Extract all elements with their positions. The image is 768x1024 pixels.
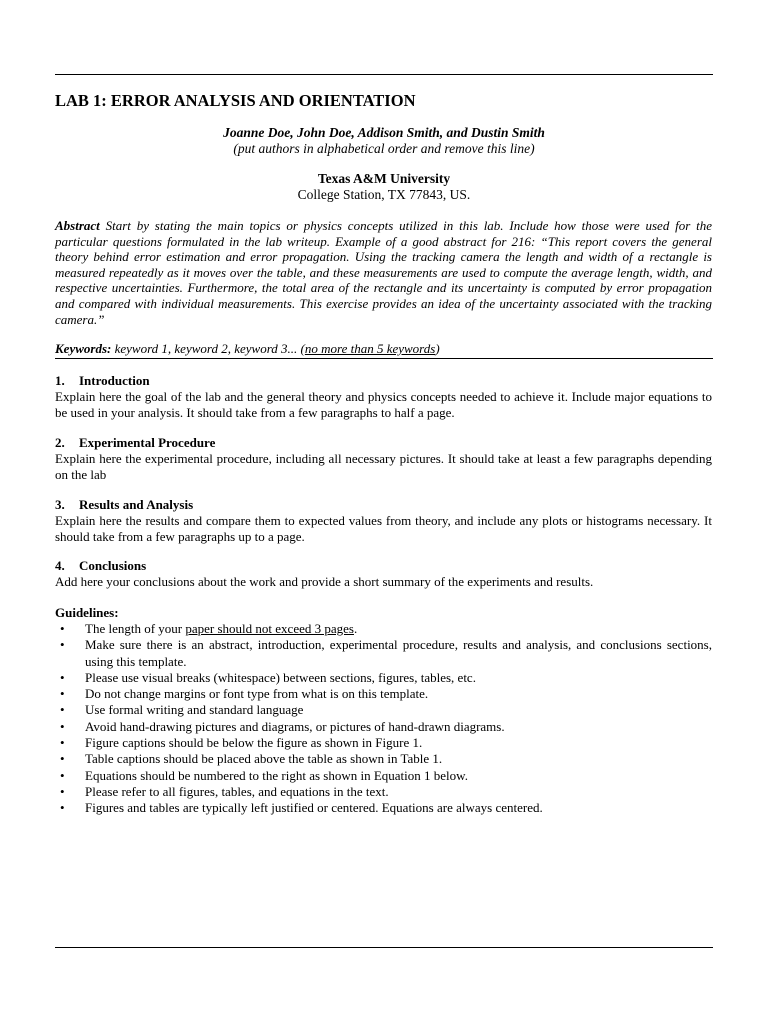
bullet-icon: • [60,686,65,702]
abstract-rule [55,358,713,359]
section-title: Conclusions [79,558,147,573]
guideline-text: Please use visual breaks (whitespace) between sections, figures, tables, etc. [85,669,476,685]
section-number: 1. [55,373,65,388]
bullet-icon: • [60,702,65,718]
guideline-text: Figures and tables are typically left justified or centered. Equations are always centered. [85,800,543,816]
authors-line: Joanne Doe, John Doe, Addison Smith, and Dustin Smith [223,125,545,140]
section-body-results: Explain here the results and compare them to expected values from theory, and include any plots or histograms necessary. It should take from a few paragraphs up to a page. [55,513,712,544]
keywords-limit: no more than 5 keywords [304,341,436,356]
list-item [55,637,712,670]
bullet-icon: • [60,783,65,799]
guideline-text: Use formal writing and standard language [85,702,304,718]
list-item [55,751,712,767]
bullet-icon: • [60,621,65,636]
section-number: 3. [55,497,65,512]
list-item [55,621,712,637]
guideline-text: Make sure there is an abstract, introduction, experimental procedure, results and analysis, and conclusions sections, using this template. [85,637,712,669]
guideline-text: Please refer to all figures, tables, and equations in the text. [85,783,389,799]
section-title: Experimental Procedure [79,435,216,450]
authors-note: (put authors in alphabetical order and remove this line) [233,141,535,156]
keywords-close: ) [435,341,440,356]
list-item [55,686,712,702]
section-body-procedure: Explain here the experimental procedure, including all necessary pictures. It should take at least a few paragraphs depending on the lab [55,451,712,482]
list-item [55,670,712,686]
section-title: Results and Analysis [79,497,194,512]
guideline-text: . [353,621,358,636]
section-heading-results [55,497,193,513]
guidelines-list [55,621,712,817]
section-heading-introduction [55,373,150,389]
section-body-conclusions: Add here your conclusions about the work and provide a short summary of the experiments and results. [55,574,594,589]
bullet-icon: • [60,751,65,767]
top-rule [55,74,713,75]
page-limit-text: paper should not exceed 3 pages [185,621,354,636]
list-item [55,719,712,735]
bullet-icon: • [60,718,65,734]
abstract-label: Abstract [55,218,100,233]
guideline-text: The length of your [85,621,186,636]
guideline-text: Do not change margins or font type from what is on this template. [85,686,429,702]
list-item [55,784,712,800]
guidelines-heading: Guidelines: [55,605,119,620]
bullet-icon: • [60,735,65,751]
university-name: Texas A&M University [317,171,451,186]
keywords-label: Keywords: [55,341,112,356]
section-body-introduction: Explain here the goal of the lab and the general theory and physics concepts needed to achieve it. Include major equations to be used in your analysis. It should take from a few paragraphs to half a page. [55,389,712,420]
bullet-icon: • [60,669,65,685]
abstract-paragraph [55,218,712,327]
section-number: 4. [55,558,65,573]
section-heading-procedure [55,435,215,451]
list-item [55,702,712,718]
section-title: Introduction [79,373,150,388]
guideline-text: Avoid hand-drawing pictures and diagrams, or pictures of hand-drawn diagrams. [85,718,505,734]
list-item [55,800,712,816]
list-item [55,768,712,784]
abstract-text: Start by stating the main topics or physics concepts utilized in this lab. Include how those were used for the particular questions formulated in the lab writeup. Example of a good abstract for 216: “This report covers the general theory behind error estimation and error propagation. Using the tracking camera the length and width of a rectangle is measured repeatedly as it moves over the table, and these measurements are used to compute the average length, width, and respective uncertainties. Furthermore, the total area of the rectangle and its uncertainty is computed by error propagation and compared with individual measurements. This exercise provides an idea of the uncertainty associated with the tracking camera.” [55,218,712,327]
guideline-text: Table captions should be placed above the table as shown in Table 1. [85,751,443,767]
keywords-text: keyword 1, keyword 2, keyword 3... ( [111,341,305,356]
guideline-text: Equations should be numbered to the right as shown in Equation 1 below. [85,767,468,783]
section-heading-conclusions [55,558,146,574]
keywords-line [55,341,712,357]
section-number: 2. [55,435,65,450]
bullet-icon: • [60,800,65,816]
university-location: College Station, TX 77843, US. [297,187,471,202]
page-title: LAB 1: ERROR ANALYSIS AND ORIENTATION [55,91,416,110]
list-item [55,735,712,751]
bullet-icon: • [60,637,65,653]
bottom-rule [55,947,713,948]
bullet-icon: • [60,767,65,783]
guideline-text: Figure captions should be below the figure as shown in Figure 1. [85,735,423,751]
